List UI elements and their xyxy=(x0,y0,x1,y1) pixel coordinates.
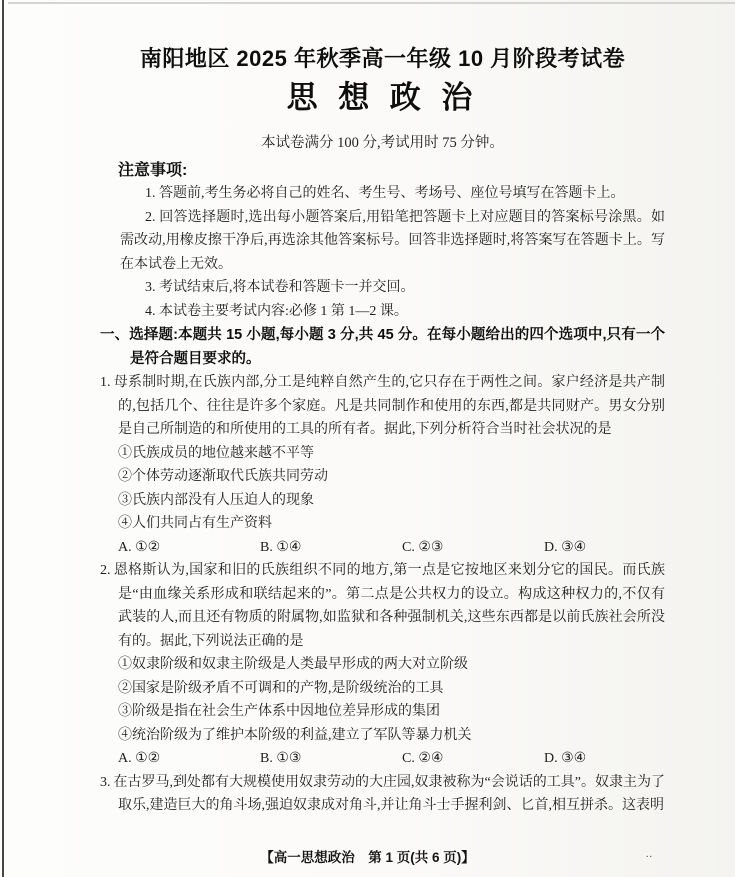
choices-row xyxy=(100,536,665,560)
question-3 xyxy=(100,771,665,818)
choice-c: C. ②③ xyxy=(402,539,444,555)
scan-edge-line xyxy=(2,0,4,877)
subject-title: 思 想 政 治 xyxy=(286,80,479,115)
choice-b: B. ①③ xyxy=(260,751,302,766)
notice-item: 1. 答题前,考生务必将自己的姓名、考生号、考场号、座位号填写在答题卡上。 xyxy=(145,186,625,201)
statement-item: ①奴隶阶级和奴隶主阶级是人类最早形成的两大对立阶级 xyxy=(118,657,468,672)
question-stem xyxy=(100,559,665,653)
question-text: 在古罗马,到处都有大规模使用奴隶劳动的大庄园,奴隶被称为“会说话的工具”。奴隶主为了取乐,建造巨大的角斗场,强迫奴隶成对角斗,并让角斗士手握利剑、匕首,相互拼杀。这表明 xyxy=(113,774,665,813)
scan-artifact: .. xyxy=(646,849,653,860)
choice-a: A. ①② xyxy=(118,751,161,766)
notice-item: 2. 回答选择题时,选出每小题答案后,用铅笔把答题卡上对应题目的答案标号涂黑。如需改动,用橡皮擦干净后,再选涂其他答案标号。回答非选择题时,将答案写在答题卡上。写在本试卷上无效。 xyxy=(120,209,665,272)
statement-item: ②国家是阶级矛盾不可调和的产物,是阶级统治的工具 xyxy=(118,680,444,696)
notice-title: 注意事项: xyxy=(118,162,188,179)
question-2 xyxy=(100,559,665,771)
question-1 xyxy=(100,371,665,559)
statement-item: ②个体劳动逐渐取代氏族共同劳动 xyxy=(118,469,328,484)
notice-item: 4. 本试卷主要考试内容:必修 1 第 1—2 课。 xyxy=(145,303,408,319)
choice-b: B. ①④ xyxy=(260,539,302,555)
question-number: 1. xyxy=(100,375,111,390)
statement-item: ①氏族成员的地位越来越不平等 xyxy=(118,445,314,461)
statement-item: ④人们共同占有生产资料 xyxy=(118,516,272,531)
page-footer: 【高一思想政治 第 1 页(共 6 页)】 xyxy=(260,850,475,865)
page-content xyxy=(100,0,665,818)
choice-d: D. ③④ xyxy=(544,751,587,766)
exam-title: 南阳地区 2025 年秋季高一年级 10 月阶段考试卷 xyxy=(139,46,626,71)
question-text: 恩格斯认为,国家和旧的氏族组织不同的地方,第一点是它按地区来划分它的国民。而氏族是“由血缘关系形成和联结起来的”。第二点是公共权力的设立。构成这种权力的,不仅有武装的人,而且还有物质的附属物,如监狱和各种强制机关,这些东西都是以前氏族社会所没有的。据此,下列说法正确的是 xyxy=(113,563,665,649)
question-text: 母系制时期,在氏族内部,分工是纯粹自然产生的,它只存在于两性之间。家户经济是共产制的,包括几个、往往是许多个家庭。凡是共同制作和使用的东西,都是共同财产。男女分别是自己所制造的和所使用的工具的所有者。据此,下列分析符合当时社会状况的是 xyxy=(113,375,665,437)
question-number: 3. xyxy=(100,774,111,790)
notice-item: 3. 考试结束后,将本试卷和答题卡一并交回。 xyxy=(145,280,415,295)
choice-d: D. ③④ xyxy=(544,539,587,555)
question-number: 2. xyxy=(100,563,111,578)
section-heading: 一、选择题:本题共 15 小题,每小题 3 分,共 45 分。在每小题给出的四个选项中,只有一个是符合题目要求的。 xyxy=(100,327,665,367)
choice-c: C. ②④ xyxy=(402,751,444,766)
question-stem xyxy=(100,371,665,442)
question-stem xyxy=(100,771,665,818)
exam-info: 本试卷满分 100 分,考试用时 75 分钟。 xyxy=(261,135,504,151)
statement-item: ④统治阶级为了维护本阶级的利益,建立了军队等暴力机关 xyxy=(118,727,472,743)
statement-item: ③氏族内部没有人压迫人的现象 xyxy=(118,492,314,508)
choices-row xyxy=(100,747,665,771)
statement-item: ③阶级是指在社会生产体系中因地位差异形成的集团 xyxy=(118,704,440,719)
choice-a: A. ①② xyxy=(118,539,161,555)
